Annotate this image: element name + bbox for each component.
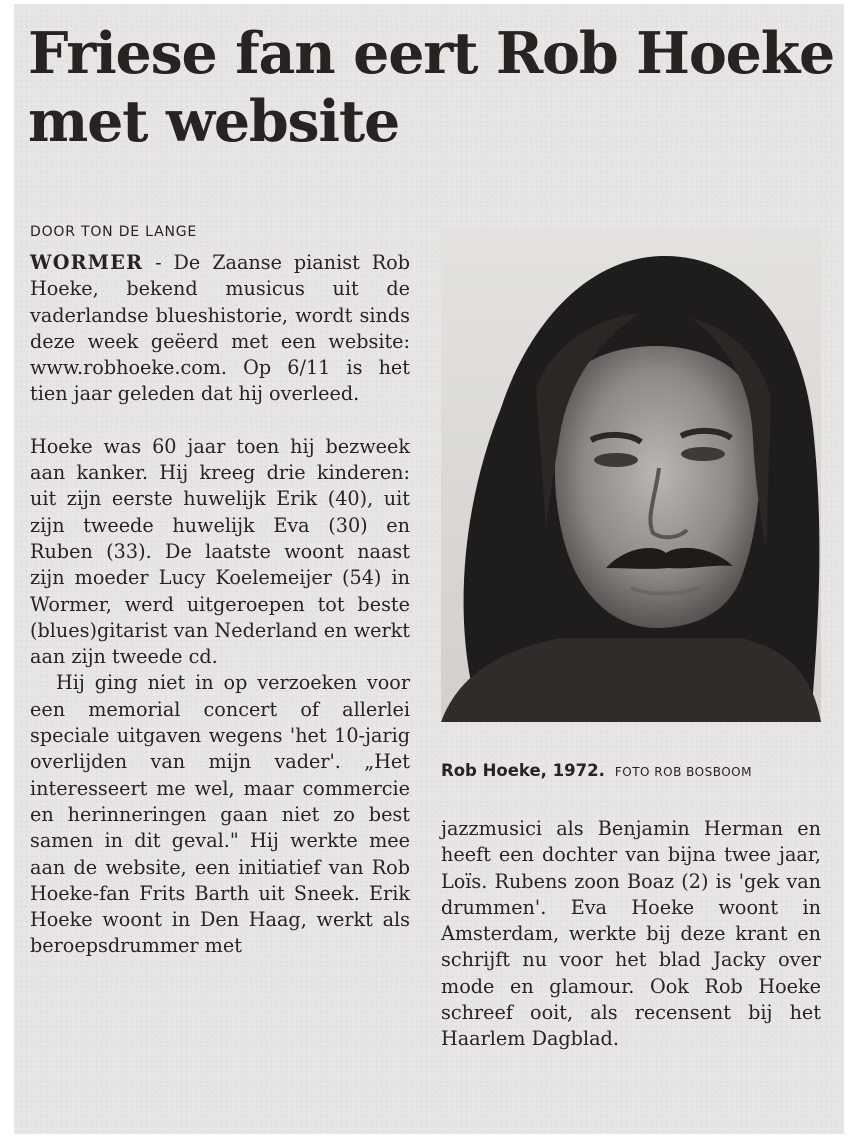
paragraph-memorial: Hij ging niet in op verzoeken voor een memorial concert of allerlei speciale uitgaven wegens 'het 10-jarig overlijden van mijn vader'. „Het interesseert me wel, maar commercie en herinneringen gaan niet zo best samen in dit geval." Hij werkte mee aan de website, een initiatief van Rob Hoeke-fan Frits Barth uit Sneek. Erik Hoeke woont in Den Haag, werkt als beroepsdrummer met — [30, 671, 410, 958]
caption-text: Rob Hoeke, 1972. — [441, 761, 605, 780]
headline: Friese fan eert Rob Hoeke met website — [28, 20, 835, 155]
portrait-photo-image — [441, 228, 821, 722]
paragraph-continued: jazzmusici als Benjamin Herman en heeft een dochter van bijna twee jaar, Loïs. Rubens zoon Boaz (2) is 'gek van drummen'. Eva Hoeke woont in Amsterdam, werkte bij deze krant en schrijft nu voor het blad Jacky over mode en glamour. Ook Rob Hoeke schreef ooit, als recensent bij het Haarlem Dagblad. — [441, 817, 821, 1051]
paragraph-family: Hoeke was 60 jaar toen hij bezweek aan kanker. Hij kreeg drie kinderen: uit zijn eerste huwelijk Erik (40), uit zijn tweede huwelijk Eva (30) en Ruben (33). De laatste woont naast zijn moeder Lucy Koelemeijer (54) in Wormer, werd uitgeroepen tot beste (blues)gitarist van Nederland en werkt aan zijn tweede cd. — [30, 434, 410, 669]
lead-paragraph — [30, 250, 410, 408]
portrait-photo — [441, 228, 821, 722]
lead-paragraph-text: - De Zaanse pianist Rob Hoeke, bekend musicus uit de vaderlandse blueshistorie, wordt sinds deze week geëerd met een website: www.robhoeke.com. Op 6/11 is het tien jaar geleden dat hij overleed. — [30, 251, 410, 406]
photo-credit: FOTO ROB BOSBOOM — [614, 765, 752, 779]
article-column-left — [30, 250, 410, 960]
dateline: WORMER — [30, 251, 144, 274]
newspaper-clipping — [14, 4, 844, 1134]
byline: DOOR TON DE LANGE — [30, 224, 198, 240]
article-column-right — [441, 816, 821, 1053]
photo-caption — [441, 761, 752, 780]
